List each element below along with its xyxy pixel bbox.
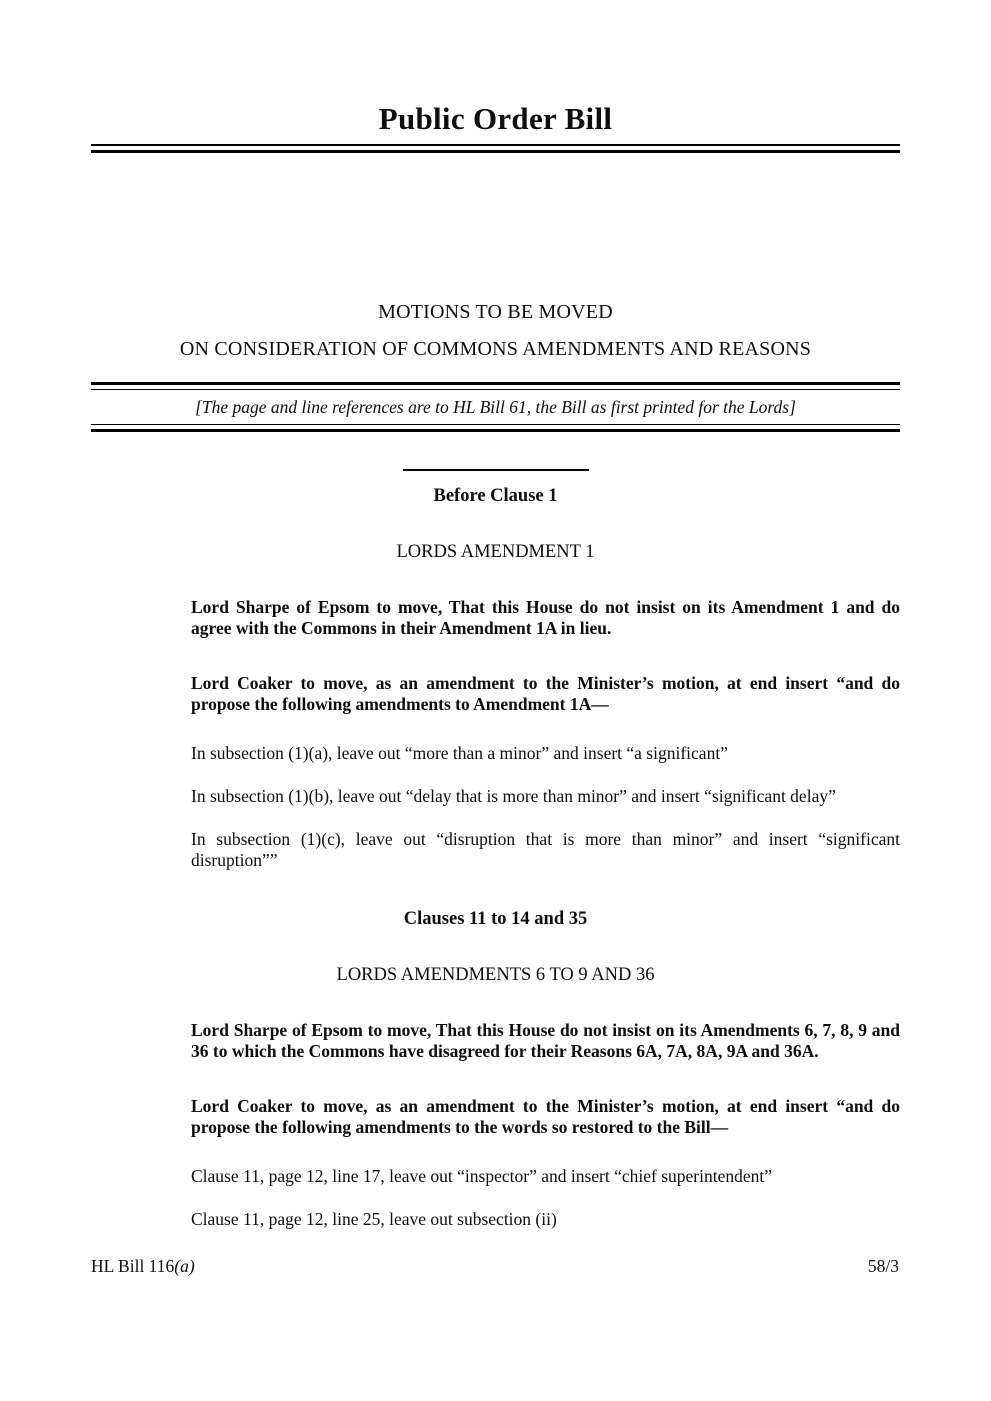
section-before-clause-1	[91, 486, 900, 871]
motion-paragraph: Lord Coaker to move, as an amendment to the Minister’s motion, at end insert “and do propose the following amendments to the words so restored to the Bill—	[191, 1096, 900, 1137]
document-content	[91, 0, 900, 1230]
section-divider-rule	[403, 469, 589, 471]
note-bottom-rule	[91, 424, 900, 432]
bill-reference	[91, 1256, 195, 1277]
section-heading: Before Clause 1	[433, 486, 558, 506]
amendment-paragraph: In subsection (1)(a), leave out “more than a minor” and insert “a significant”	[191, 743, 728, 763]
document-title: Public Order Bill	[378, 101, 613, 136]
title-double-rule	[91, 144, 900, 153]
section-subheading: LORDS AMENDMENTS 6 TO 9 AND 36	[336, 965, 655, 985]
amendment-paragraph: Clause 11, page 12, line 25, leave out subsection (ii)	[191, 1209, 557, 1229]
reference-note-frame	[91, 382, 900, 432]
note-top-rule	[91, 382, 900, 390]
bill-number-text: HL Bill 116	[91, 1256, 175, 1276]
consideration-heading: ON CONSIDERATION OF COMMONS AMENDMENTS AND REASONS	[179, 338, 812, 360]
section-heading: Clauses 11 to 14 and 35	[403, 909, 588, 929]
session-reference: 58/3	[867, 1256, 899, 1276]
reference-note: [The page and line references are to HL Bill 61, the Bill as first printed for the Lords]	[195, 397, 796, 417]
motions-heading: MOTIONS TO BE MOVED	[378, 301, 613, 323]
section-clauses-11-to-14-and-35	[91, 909, 900, 1230]
motion-paragraph: Lord Sharpe of Epsom to move, That this House do not insist on its Amendment 1 and do agree with the Commons in their Amendment 1A in lieu.	[191, 597, 900, 638]
amendment-paragraph: In subsection (1)(b), leave out “delay that is more than minor” and insert “significant delay”	[191, 786, 836, 806]
section-subheading: LORDS AMENDMENT 1	[396, 542, 595, 562]
motion-paragraph: Lord Sharpe of Epsom to move, That this House do not insist on its Amendments 6, 7, 8, 9 and 36 to which the Commons have disagreed for their Reasons 6A, 7A, 8A, 9A and 36A.	[191, 1020, 900, 1061]
bill-number-suffix: (a)	[174, 1256, 195, 1276]
amendment-paragraph: Clause 11, page 12, line 17, leave out “inspector” and insert “chief superintendent”	[191, 1166, 773, 1186]
amendment-paragraph: In subsection (1)(c), leave out “disruption that is more than minor” and insert “significant disruption””	[191, 829, 900, 870]
page-footer	[91, 1256, 899, 1277]
motion-paragraph: Lord Coaker to move, as an amendment to the Minister’s motion, at end insert “and do propose the following amendments to Amendment 1A—	[191, 673, 900, 714]
